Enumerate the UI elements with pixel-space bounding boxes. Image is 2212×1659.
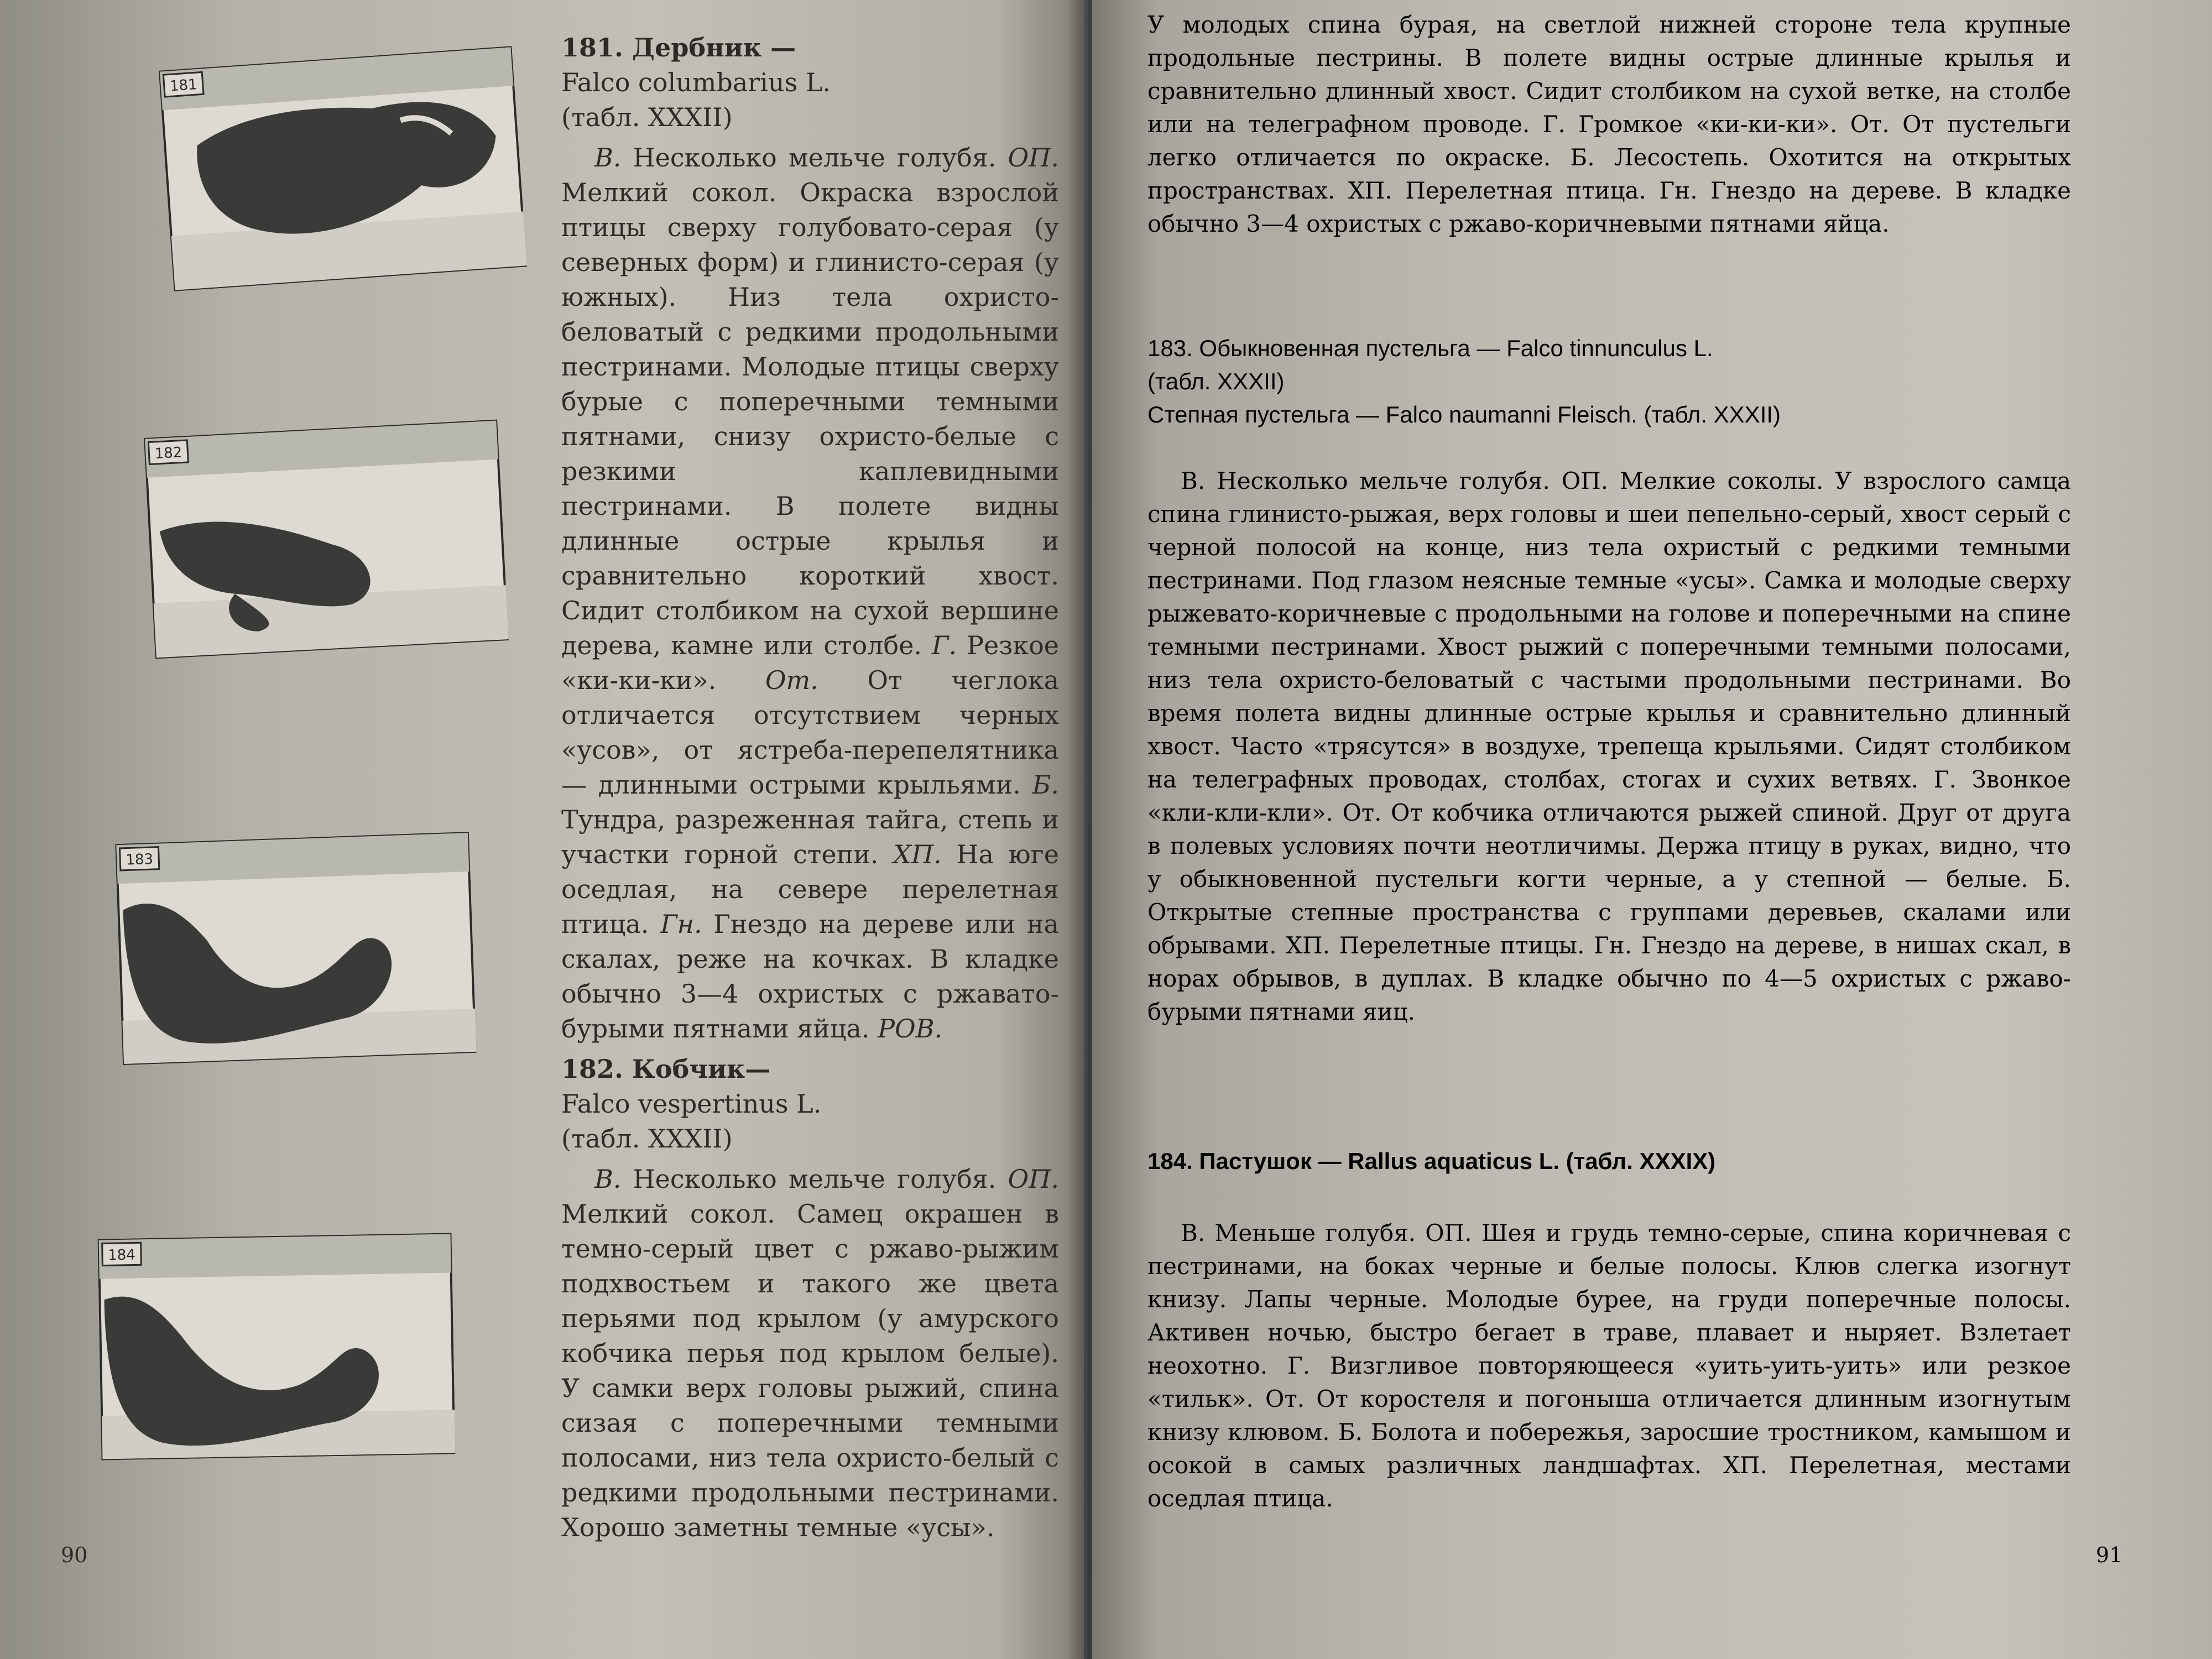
abbr-status: ХП. xyxy=(893,839,942,869)
species-181-title: 181. Дербник — xyxy=(561,33,796,62)
continuation-text xyxy=(1147,8,2071,241)
text-run: Мелкий сокол. Самец окрашен в темно-серый цвет с ржаво-рыжим подхвостьем и такого же цвета перьями под крылом (у амурского кобчика перья под крылом белые). У самки верх головы рыжий, спина сизая с поперечными темными полосами, низ тела охристо-белый с редкими продольными пестринами. Хорошо заметны темные «усы». xyxy=(561,1199,1059,1542)
range-map-184 xyxy=(98,1233,456,1460)
map-label: 184 xyxy=(107,1246,136,1264)
species-182-latin: Falco vespertinus L. xyxy=(561,1089,822,1119)
left-page xyxy=(0,0,1084,1659)
species-182-plate: (табл. XXXII) xyxy=(561,1124,733,1154)
species-184-description: В. Меньше голубя. ОП. Шея и грудь темно-серые, спина коричневая с пестринами, на боках черные и белые полосы. Клюв слегка изогнут книзу. Лапы черные. Молодые бурее, на груди поперечные полосы. Активен ночью, быстро бегает в траве, плавает и ныряет. Взлетает неохотно. Г. Визгливое повторяющееся «уить-уить-уить» или резкое «тильк». От. От коростеля и погоныша отличается длинным изогнутым книзу клювом. Б. Болота и побережья, заросшие тростником, камышом и осокой в самых различных ландшафтах. ХП. Перелетная, местами оседлая птица. xyxy=(1147,1219,2071,1512)
species-183-heading-1: 183. Обыкновенная пустельга — Falco tinnunculus L. xyxy=(1147,335,1713,361)
species-184-block xyxy=(1147,1145,2071,1515)
text-run: Тундра, разреженная тайга, степь и участки горной степи. xyxy=(561,805,1059,869)
species-183-description: В. Несколько мельче голубя. ОП. Мелкие соколы. У взрослого самца спина глинисто-рыжая, верх головы и шеи пепельно-серый, хвост серый с черной полосой на конце, низ тела охристый с редкими темными пестринами. Под глазом неясные темные «усы». Самка и молодые сверху рыжевато-коричневые с продольными на голове и поперечными на спине темными пестринами. Хвост рыжий с поперечными темными полосами, низ тела охристо-беловатый с частыми продольными пестринами. Во время полета видны длинные острые крылья и сравнительно длинный хвост. Часто «трясутся» в воздухе, трепеща крыльями. Сидят столбиком на телеграфных проводах, столбах, стогах и сухих ветвях. Г. Звонкое «кли-кли-кли». От. От кобчика отличаются рыжей спиной. Друг от друга в полевых условиях почти неотличимы. Держа птицу в руках, видно, что у обыкновенной пустельги когти черные, а у степной — белые. Б. Открытые степные пространства с группами деревьев, скалами или обрывами. ХП. Перелетные птицы. Гн. Гнездо на дереве, в нишах скал, в норах обрывов, в дуплах. В кладке обычно по 4—5 охристых с ржаво-бурыми пятнами яиц. xyxy=(1147,467,2071,1025)
page-number-left: 90 xyxy=(61,1543,88,1567)
abbr-voice: Г. xyxy=(932,630,957,660)
species-182-title: 182. Кобчик— xyxy=(561,1054,771,1084)
text-run: Гнездо на дереве или на скалах, реже на кочках. В кладке обычно 3—4 охристых с ржавато-бурыми пятнами яйца. xyxy=(561,909,1059,1044)
species-182-heading xyxy=(561,1052,1059,1156)
species-182-continuation: У молодых спина бурая, на светлой нижней стороне тела крупные продольные пестрины. В полете видны острые длинные крылья и сравнительно длинный хвост. Сидит столбиком на сухой ветке, на столбе или на телеграфном проводе. Г. Громкое «ки-ки-ки». От. От пустельги легко отличается по окраске. Б. Лесостепь. Охотится на открытых пространствах. ХП. Перелетная птица. Гн. Гнездо на дереве. В кладке обычно 3—4 охристых с ржаво-коричневыми пятнами яйца. xyxy=(1147,11,2071,237)
abbr-appearance: ОП. xyxy=(1008,1164,1059,1194)
species-183-heading-3: Степная пустельга — Falco naumanni Fleisch. (табл. XXXII) xyxy=(1147,401,1781,427)
species-184-heading: 184. Пастушок — Rallus aquaticus L. (табл. XXXIX) xyxy=(1147,1148,1716,1174)
range-map-181 xyxy=(159,46,527,291)
species-181-heading xyxy=(561,30,1059,135)
text-run: Резкое «ки-ки-ки». xyxy=(561,630,1059,695)
abbr-differences: От. xyxy=(765,665,818,695)
species-181-description xyxy=(561,140,1059,1046)
text-run: На юге оседлая, на севере перелетная птица. xyxy=(561,839,1059,939)
species-183-block xyxy=(1147,332,2071,1029)
text-run: От чеглока отличается отсутствием черных «усов», от ястреба-перепелятника — длинными острыми крыльями. xyxy=(561,665,1059,800)
left-text-column xyxy=(561,30,1059,1551)
text-run: Несколько мельче голубя. xyxy=(621,143,1008,173)
abbr-rov: РОВ. xyxy=(878,1014,943,1044)
species-181-plate: (табл. XXXII) xyxy=(561,102,733,132)
species-183-heading-2: (табл. XXXII) xyxy=(1147,368,1285,394)
map-label: 183 xyxy=(125,851,154,869)
text-run: Мелкий сокол. Окраска взрослой птицы сверху голубовато-серая (у северных форм) и глинисто-серая (у южных). Низ тела охристо-беловатый с редкими продольными пестринами. Молодые птицы сверху бурые с поперечными темными пятнами, снизу охристо-белые с резкими каплевидными пестринами. В полете видны длинные острые крылья и сравнительно короткий хвост. Сидит столбиком на сухой вершине дерева, камне или столбе. xyxy=(561,178,1059,660)
range-map-183 xyxy=(115,832,477,1065)
range-map-182 xyxy=(144,420,509,659)
abbr-size: В. xyxy=(594,143,622,173)
abbr-appearance: ОП. xyxy=(1008,143,1059,173)
abbr-size: В. xyxy=(594,1164,622,1194)
species-181-latin: Falco columbarius L. xyxy=(561,67,831,97)
species-182-description xyxy=(561,1162,1059,1545)
map-label: 181 xyxy=(169,76,198,95)
map-label: 182 xyxy=(154,444,183,463)
text-run: Несколько мельче голубя. xyxy=(621,1164,1008,1194)
page-number-right: 91 xyxy=(2096,1543,2123,1567)
abbr-habitat: Б. xyxy=(1032,770,1059,800)
abbr-nesting: Гн. xyxy=(660,909,702,939)
